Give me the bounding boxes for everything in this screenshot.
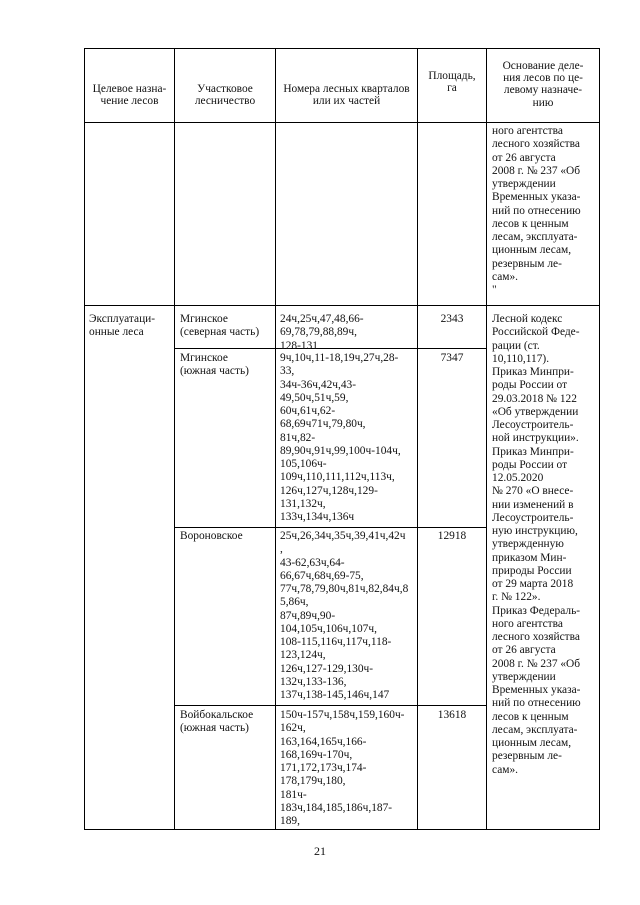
table-section-divider [84, 305, 600, 306]
header-purpose: Целевое назна- чение лесов [92, 83, 167, 108]
purpose-group-cell: Эксплуатаци- онные леса [89, 313, 156, 339]
row-2-area: 7347 [440, 352, 464, 364]
continuation-basis-cell: ного агентства лесного хозяйства от 26 августа 2008 г. № 237 «Об утверждении Временных указа- ний по отнесению лесов к ценным лесам, эксплуата- ционным лесам, резервным ле- сам». " [492, 125, 581, 296]
row-1-area: 2343 [440, 313, 464, 325]
row-1-quarters: 24ч,25ч,47,48,66- 69,78,79,88,89ч, 128-131 [280, 313, 364, 352]
header-area: Площадь, га [428, 70, 476, 95]
page-number: 21 [314, 844, 326, 858]
table-border-top [84, 48, 600, 49]
table-header-bottom [84, 122, 600, 123]
header-basis: Основание деле- ния лесов по це- левому назначе- нию [502, 60, 584, 109]
table-border-right [599, 48, 600, 830]
header-quarters: Номера лесных кварталов или их частей [283, 83, 410, 108]
basis-cell: Лесной кодекс Российской Феде- рации (ст. 10,110,117). Приказ Минпри- роды России от 29.03.2018 № 122 «Об утверждении Лесоустроитель- ной инструкции». Приказ Минпри- роды России от 12.05.2020 № 270 «О внесе- нии изменений в Лесоустроитель- ную инструкцию, утвержденную приказом Мин- природы России от 29 марта 2018 г. № 122». Приказ Федераль- ного агентства лесного хозяйства от 26 августа 2008 г. № 237 «Об утверждении Временных указа- ний по отнесению лесов к ценным лесам, эксплуата- ционным лесам, резервным ле- сам». [492, 313, 581, 776]
row-1-district: Мгинское (северная часть) [180, 313, 260, 339]
table-col-divider-1 [174, 48, 175, 830]
row-2-quarters: 9ч,10ч,11-18,19ч,27ч,28- 33, 34ч-36ч,42ч,43- 49,50ч,51ч,59, 60ч,61ч,62- 68,69ч71ч,79,80ч, 81ч,82- 89,90ч,91ч,99,100ч-104ч, 105,106ч- 109ч,110,111,112ч,113ч, 126ч,127ч,128ч,129- 131,132ч, 133ч,134ч,136ч [280, 352, 401, 523]
table-col-divider-2 [275, 48, 276, 830]
table-row-divider-2 [174, 527, 487, 528]
row-4-area: 13618 [437, 709, 467, 721]
header-district: Участковое лесничество [194, 83, 256, 108]
row-3-area: 12918 [437, 530, 467, 542]
table-row-divider-3 [174, 705, 487, 706]
row-2-district: Мгинское (южная часть) [180, 352, 249, 378]
row-3-district: Вороновское [180, 530, 243, 542]
table-border-left [84, 48, 85, 830]
row-3-quarters: 25ч,26,34ч,35ч,39,41ч,42ч , 43-62,63ч,64- 66,67ч,68ч,69-75, 77ч,78,79,80ч,81ч,82,84ч,8 5,86ч, 87ч,89ч,90- 104,105ч,106ч,107ч, 108-115,116ч,117ч,118- 123,124ч, 126ч,127-129,130ч- 132ч,133-136, 137ч,138-145,146ч,147 [280, 530, 409, 701]
table-col-divider-3 [417, 48, 418, 830]
table-col-divider-4 [486, 48, 487, 830]
row-4-quarters: 150ч-157ч,158ч,159,160ч- 162ч, 163,164,165ч,166- 168,169ч-170ч, 171,172,173ч,174- 178,179ч,180, 181ч- 183ч,184,185,186ч,187- 189, [280, 709, 405, 827]
row-4-district: Войбокальское (южная часть) [180, 709, 254, 735]
table-border-bottom [84, 829, 600, 830]
